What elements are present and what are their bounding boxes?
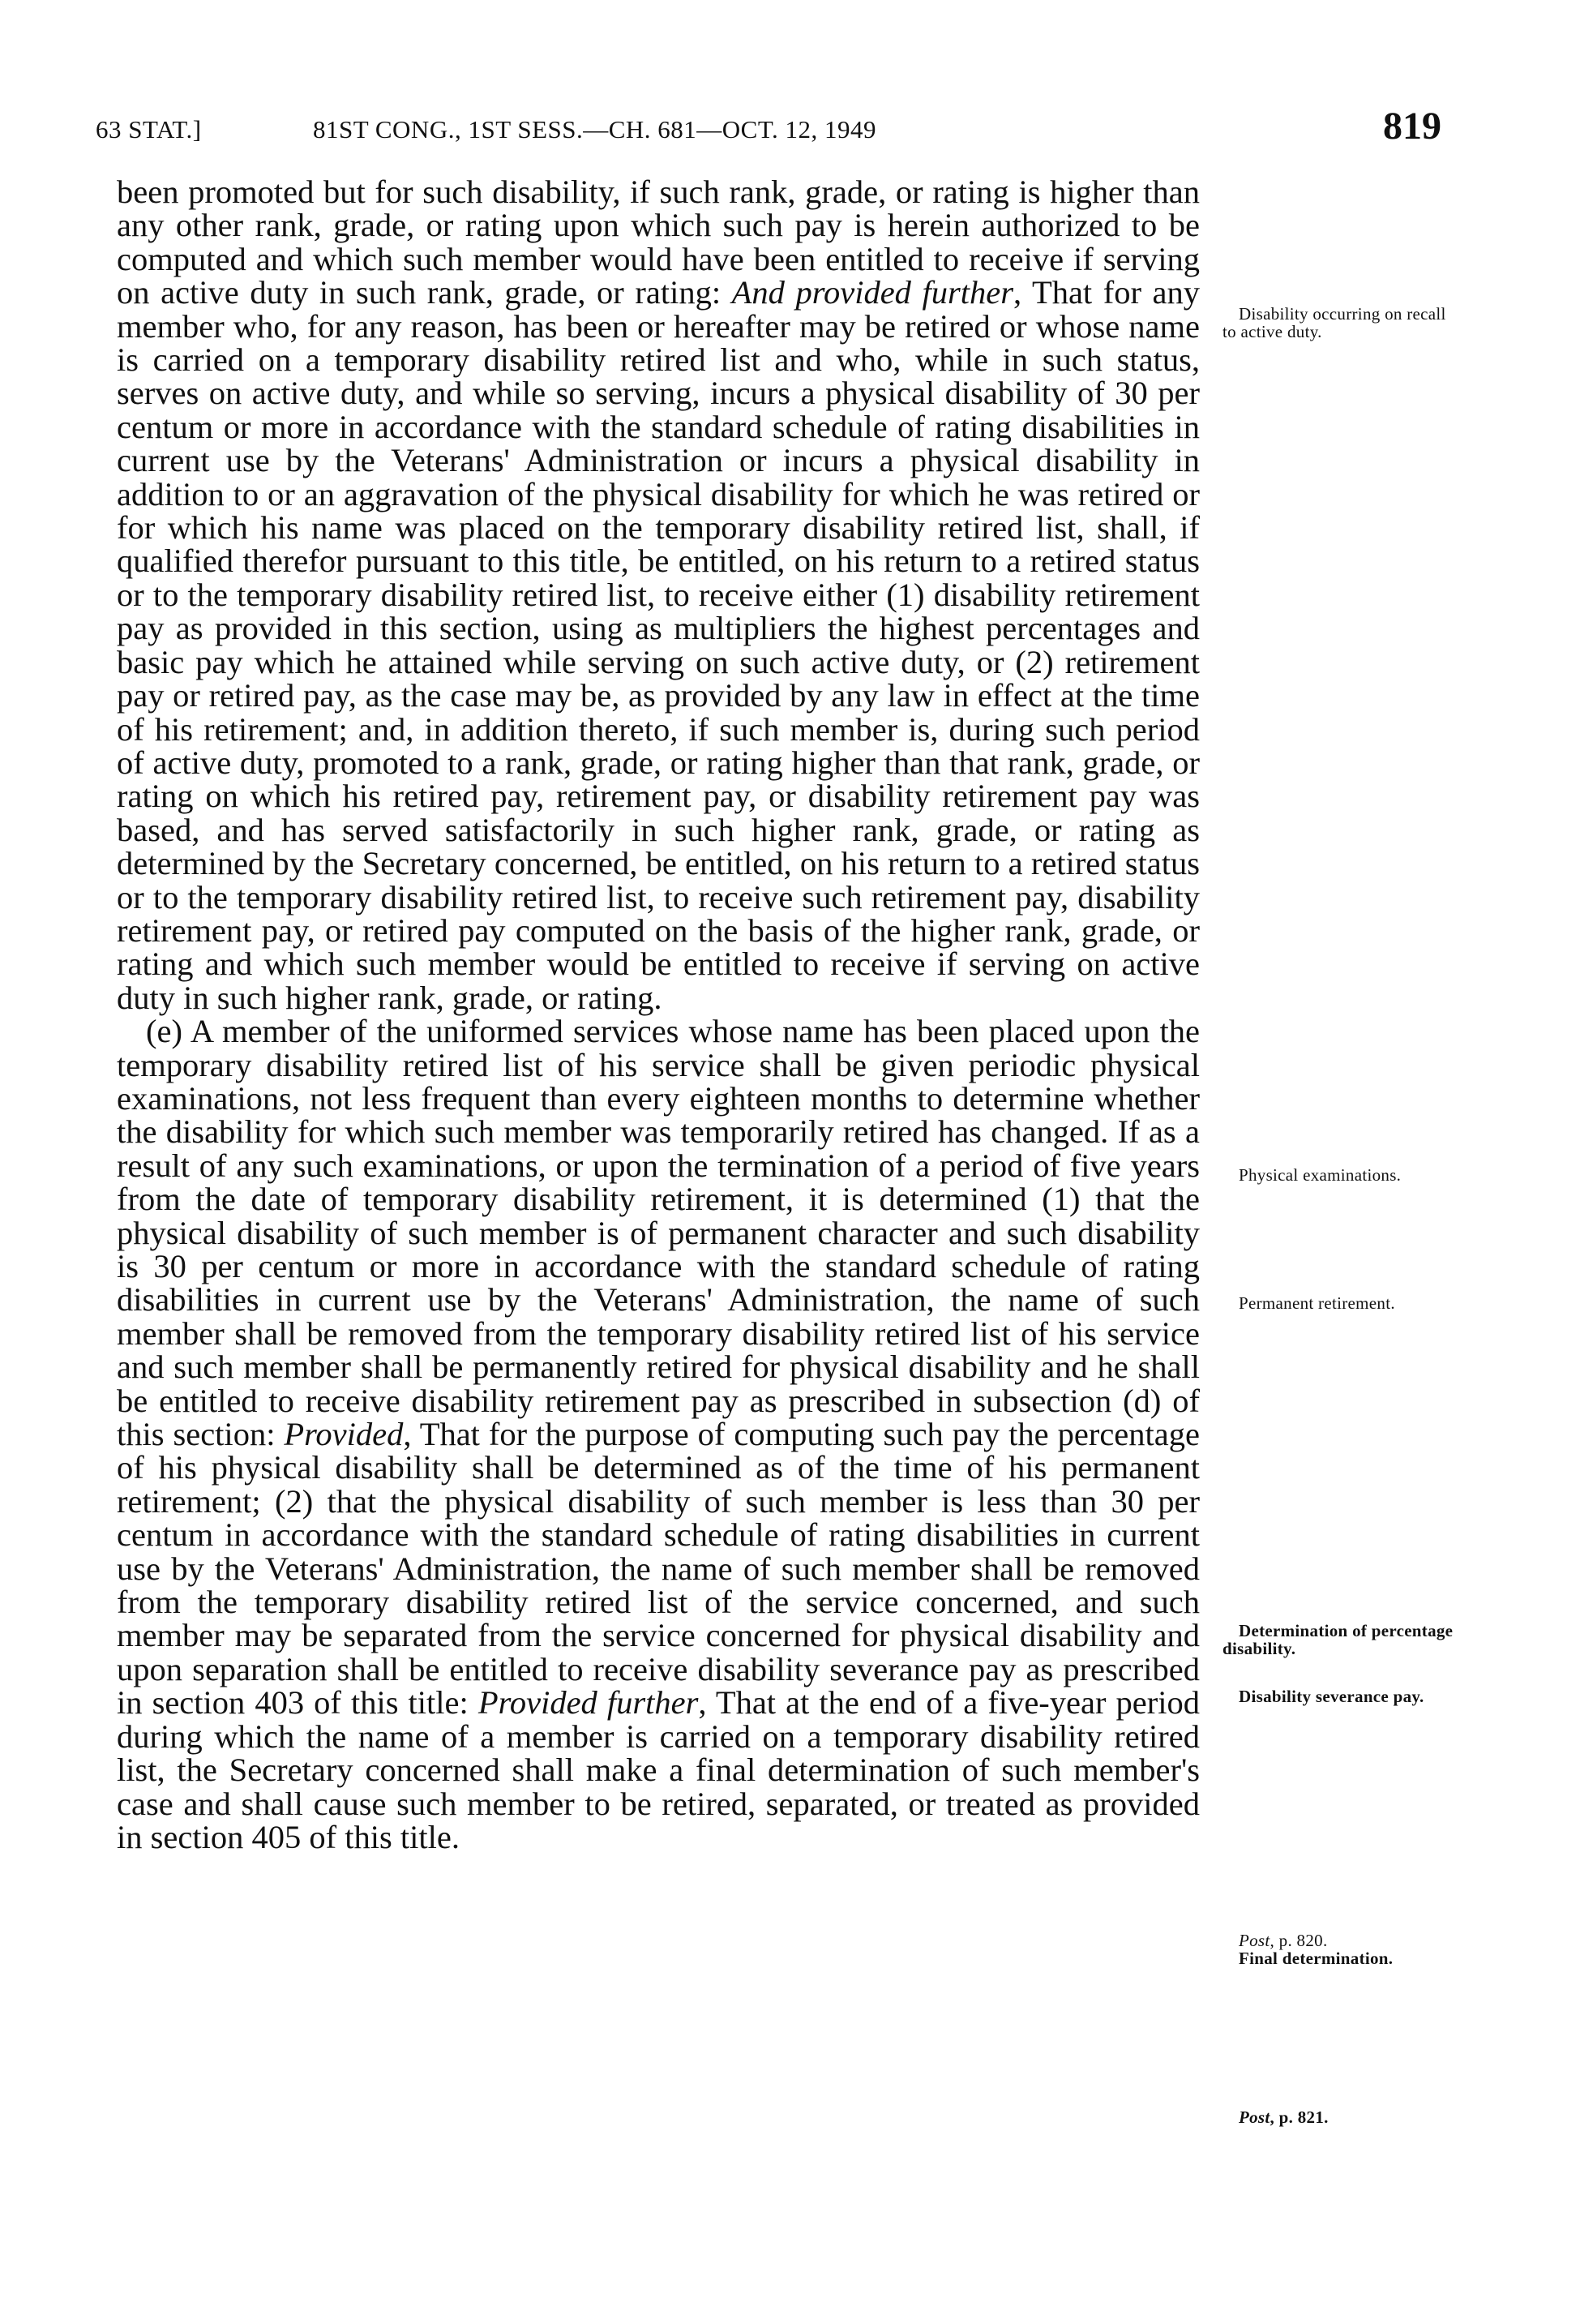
page-reference: , p. 820. [1270, 1931, 1328, 1950]
margin-note-permanent-retirement: Permanent retirement. [1239, 1293, 1395, 1313]
page-number: 819 [1383, 105, 1441, 148]
paragraph-continued [117, 175, 1200, 1014]
text-run: been promoted but for such disability, if such rank, grade, or rating is higher than any other rank, grade, or rating upon which such pay is herein authorized to be computed and which such member would have been entitled to receive if serving on active duty in such rank, grade, or rating: [117, 174, 1200, 311]
proviso-italic: And provided further [731, 274, 1013, 311]
margin-note-cross-reference [1222, 2108, 1459, 2126]
proviso-italic: Provided further [477, 1684, 699, 1722]
text-run: (e) A member of the uniformed services whose name has been placed upon the temporary disability retired list of his service shall be given periodic physical examinations, not less frequent than every eighteen months to determine whether the disability for which such member was temporarily retired has changed. If as a result of any such examinations, or upon the termination of a period of five years from the date of temporary disability retirement, it is determined (1) that the physical disability of such member is of permanent character and such disability is 30 per centum or more in accordance with the standard schedule of rating disabilities in current use by the Veterans' Administration, the name of such member shall be removed from the temporary disability retired list of his service and such member shall be permanently retired for physical disability and he shall be entitled to receive disability retirement pay as prescribed in subsection (d) of this section: [117, 1013, 1200, 1453]
statute-volume: 63 STAT.] [96, 115, 202, 144]
paragraph-e [117, 1014, 1200, 1854]
page-reference: , p. 821. [1270, 2107, 1329, 2127]
margin-note-severance-pay: Disability severance pay. [1239, 1687, 1424, 1706]
text-run: , That at the end of a five-year period during which the name of a member is carried on a temporary disability retired list, the Secretary concerned shall make a final determination of such member's case and shall cause such member to be retired, separated, or treated as provided in section 405 of this title. [117, 1684, 1200, 1855]
post-italic: Post [1239, 2107, 1270, 2127]
proviso-italic: Provided [284, 1416, 404, 1453]
post-italic: Post [1239, 1931, 1270, 1950]
text-run: , That for any member who, for any reason, has been or hereafter may be retired or whose name is carried on a temporary disability retired list and who, while in such status, serves on active duty, and while so serving, incurs a physical disability of 30 per centum or more in accordance with the standard schedule of rating disabilities in current use by the Veterans' Administration or incurs a physical disability in addition to or an aggravation of the physical disability for which he was retired or for which his name was placed on the temporary disability retired list, shall, if qualified therefor pursuant to this title, be entitled, on his return to a retired status or to the temporary disability retired list, to receive either (1) disability retirement pay as provided in this section, using as multipliers the highest percentages and basic pay which he attained while serving on such active duty, or (2) retirement pay or retired pay, as the case may be, as provided by any law in effect at the time of his retirement; and, in addition thereto, if such member is, during such period of active duty, promoted to a rank, grade, or rating higher than that rank, grade, or rating on which his retired pay, retirement pay, or disability retirement pay was based, and has served satisfactorily in such higher rank, grade, or rating as determined by the Secretary concerned, be entitled, on his return to a retired status or to the temporary disability retired list, to receive such retirement pay, disability retirement pay, or retired pay computed on the basis of the higher rank, grade, or rating and which such member would be entitled to receive if serving on active duty in such higher rank, grade, or rating. [117, 274, 1201, 1016]
margin-note-physical-exams: Physical examinations. [1239, 1165, 1402, 1185]
margin-note-final-determination: Final determination. [1239, 1949, 1394, 1968]
body-text [117, 175, 1200, 1854]
running-head: 81ST CONG., 1ST SESS.—CH. 681—OCT. 12, 1949 [313, 115, 876, 144]
page-header [96, 104, 1441, 152]
text-run: , That for the purpose of computing such pay the percentage of his physical disability shall be determined as of the time of his permanent retirement; (2) that the physical disability of such member is less than 30 per centum in accordance with the standard schedule of rating disabilities in current use by the Veterans' Administration, the name of such member shall be removed from the temporary disability retired list of the service concerned, and such member may be separated from the service concerned for physical disability and upon separation shall be entitled to receive disability severance pay as prescribed in section 403 of this title: [117, 1416, 1200, 1722]
margin-note-cross-reference [1222, 1932, 1459, 1949]
margin-note-percentage-disability: Determination of percentage disability. [1222, 1621, 1454, 1658]
margin-note-disability-recall: Disability occurring on recall to active duty. [1222, 304, 1446, 341]
